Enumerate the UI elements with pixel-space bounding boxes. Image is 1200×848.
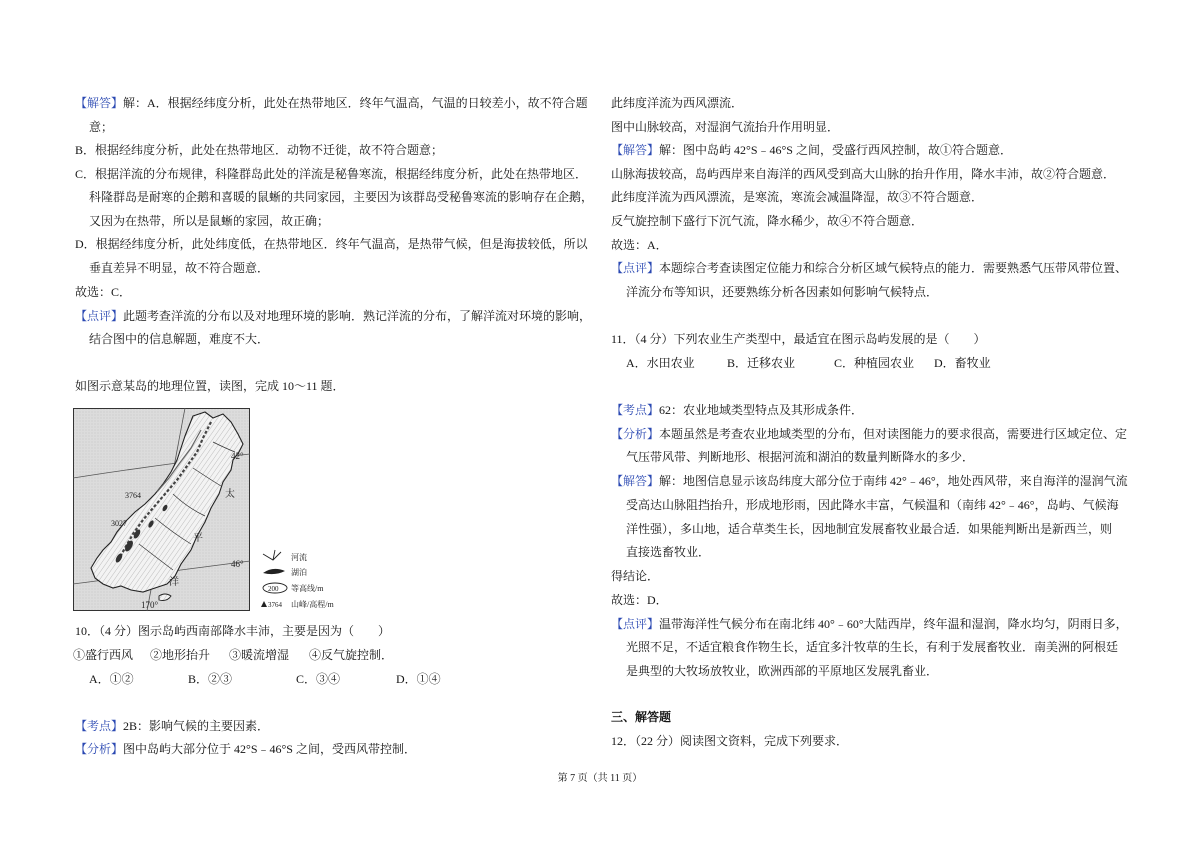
question-12-stem: 12．（22 分）阅读图文资料，完成下列要求． [611, 734, 849, 748]
comment-line [75, 307, 591, 325]
knowledge-tag: 【考点】 [75, 719, 124, 733]
line-text: 本题虽然是考查农业地域类型的分布，但对读图能力的要求很高，需要进行区域定位、定 [659, 427, 1128, 441]
river-legend-icon [263, 550, 281, 560]
line-text: 解：A．根据经纬度分析，此处在热带地区．终年气温高，气温的日较差小，故不符合题 [123, 96, 588, 110]
text-line: D．根据经纬度分析，此处纬度低，在热带地区．终年气温高，是热带气候，但是海拔较低，所以 [75, 237, 588, 251]
choice-result: 故选：C． [75, 285, 132, 299]
question-11-stem: 11．（4 分）下列农业生产类型中，最适宜在图示岛屿发展的是（ ） [611, 332, 986, 346]
comment-tag: 【点评】 [75, 309, 124, 323]
q10-item: ③暖流增湿 [229, 648, 290, 662]
comment-tag: 【点评】 [611, 261, 660, 275]
latitude-42-label: 42° [231, 451, 244, 461]
q11-option-c: C．种植园农业 [834, 356, 915, 370]
answer-tag: 【解答】 [611, 474, 660, 488]
map-intro: 如图示意某岛的地理位置，读图，完成 10～11 题． [75, 379, 345, 393]
text-line: 结合图中的信息解题，难度不大． [89, 332, 270, 346]
q10-option-d: D．①④ [396, 672, 441, 686]
text-line: 得结论． [611, 569, 660, 583]
comment-tag: 【点评】 [611, 617, 660, 631]
answer-tag: 【解答】 [75, 96, 124, 110]
choice-result: 故选：A． [611, 238, 668, 252]
line-text: 此题考查洋流的分布以及对地理环境的影响．熟记洋流的分布，了解洋流对环境的影响， [123, 309, 592, 323]
text-line: 垂直差异不明显，故不符合题意． [89, 261, 270, 275]
ocean-label: 太 [225, 489, 235, 500]
section-title: 三、解答题 [611, 710, 672, 724]
knowledge-point-line [75, 717, 269, 735]
comment-line [611, 259, 1127, 277]
answer-line [611, 472, 1128, 490]
text-line: 此纬度洋流为西风漂流，是寒流，寒流会减温降湿，故③不符合题意． [611, 190, 984, 204]
page-number: 第 7 页（共 11 页） [557, 773, 643, 784]
latitude-46-label: 46° [231, 559, 244, 569]
line-text: 图中岛屿大部分位于 42°S﹣46°S 之间，受西风带控制． [123, 742, 416, 756]
text-line: 又因为在热带，所以是鼠蜥的家园，故正确； [89, 214, 330, 228]
line-text: 本题综合考查读图定位能力和综合分析区域气候特点的能力．需要熟悉气压带风带位置、 [659, 261, 1128, 275]
analysis-line [611, 425, 1127, 443]
knowledge-point-line [611, 401, 863, 419]
text-line: 此纬度洋流为西风漂流． [611, 96, 744, 110]
text-line: 洋流分布等知识，还要熟练分析各因素如何影响气候特点． [626, 285, 939, 299]
line-text: 温带海洋性气候分布在南北纬 40°﹣60°大陆西岸，终年温和湿润，降水均匀，阴雨日多， [659, 617, 1128, 631]
q11-option-d: D．畜牧业 [934, 356, 991, 370]
text-line: 反气旋控制下盛行下沉气流，降水稀少，故④不符合题意． [611, 214, 924, 228]
q10-option-a: A．①② [89, 672, 134, 686]
text-line: 图中山脉较高，对湿润气流抬升作用明显． [611, 120, 840, 134]
text-line: 洋性强），多山地，适合草类生长，因地制宜发展畜牧业最合适．如果能判断出是新西兰，则 [626, 522, 1113, 536]
island-map [73, 408, 349, 613]
q10-item: ①盛行西风 [73, 648, 134, 662]
knowledge-tag: 【考点】 [611, 403, 660, 417]
text-line: C．根据洋流的分布规律，科隆群岛此处的洋流是秘鲁寒流，根据经纬度分析，此处在热带地区． [75, 167, 588, 181]
legend-contour-label: 等高线/m [291, 584, 324, 593]
ocean-label: 洋 [169, 577, 179, 588]
question-10-stem: 10．（4 分）图示岛屿西南部降水丰沛，主要是因为（ ） [75, 624, 391, 638]
text-line: 是典型的大牧场放牧业，欧洲西部的平原地区发展乳畜业． [626, 664, 939, 678]
text-line: 气压带风带、判断地形、根据河流和湖泊的数量判断降水的多少． [626, 450, 975, 464]
legend-lake-label: 湖泊 [291, 568, 307, 577]
text-line: 科隆群岛是耐寒的企鹅和喜暖的鼠蜥的共同家园，主要因为该群岛受秘鲁寒流的影响存在企鹅， [89, 190, 594, 204]
text-line: 意； [89, 120, 114, 134]
legend-river-label: 河流 [291, 553, 307, 562]
q11-option-b: B．迁移农业 [727, 356, 796, 370]
text-line: B．根据经纬度分析，此处在热带地区．动物不迁徙，故不符合题意； [75, 143, 444, 157]
q10-option-b: B．②③ [188, 672, 233, 686]
line-text: 62：农业地域类型特点及其形成条件． [659, 403, 864, 417]
lake-legend-icon [263, 569, 285, 574]
line-text: 解：图中岛屿 42°S﹣46°S 之间，受盛行西风控制，故①符合题意． [659, 143, 1012, 157]
answer-line [611, 141, 1012, 159]
analysis-tag: 【分析】 [75, 742, 124, 756]
choice-result: 故选：D． [611, 593, 668, 607]
text-line: 山脉海拔较高，岛屿西岸来自海洋的西风受到高大山脉的抬升作用，降水丰沛，故②符合题意． [611, 167, 1116, 181]
peak-elevation-label: 3764 [125, 491, 141, 500]
answer-tag: 【解答】 [611, 143, 660, 157]
text-line: 光照不足，不适宜粮食作物生长，适宜多汁牧草的生长，有利于发展畜牧业．南美洲的阿根廷 [626, 640, 1119, 654]
q10-item: ②地形抬升 [150, 648, 211, 662]
line-text: 2B：影响气候的主要因素． [123, 719, 270, 733]
legend-contour-value: 200 [268, 585, 279, 593]
peak-elevation-label: 3027 [111, 519, 127, 528]
legend-peak-value: 3764 [268, 601, 282, 609]
comment-line [611, 615, 1128, 633]
text-line: 受高达山脉阻挡抬升，形成地形雨，因此降水丰富，气候温和（南纬 42°﹣46°，岛屿、气候海 [626, 498, 1119, 512]
ocean-label: 平 [193, 533, 203, 544]
line-text: 解：地图信息显示该岛纬度大部分位于南纬 42°﹣46°，地处西风带，来自海洋的湿润气流 [659, 474, 1128, 488]
legend-peak-label: 山峰/高程/m [291, 600, 334, 609]
q10-option-c: C．③④ [296, 672, 341, 686]
map-legend [261, 550, 334, 609]
text-line: 直接选畜牧业． [626, 545, 711, 559]
longitude-170-label: 170° [141, 600, 159, 610]
q10-item: ④反气旋控制． [309, 648, 394, 662]
analysis-line [75, 740, 416, 758]
peak-triangle-icon [261, 601, 267, 607]
answer-line [75, 94, 588, 112]
q11-option-a: A．水田农业 [626, 356, 695, 370]
analysis-tag: 【分析】 [611, 427, 660, 441]
